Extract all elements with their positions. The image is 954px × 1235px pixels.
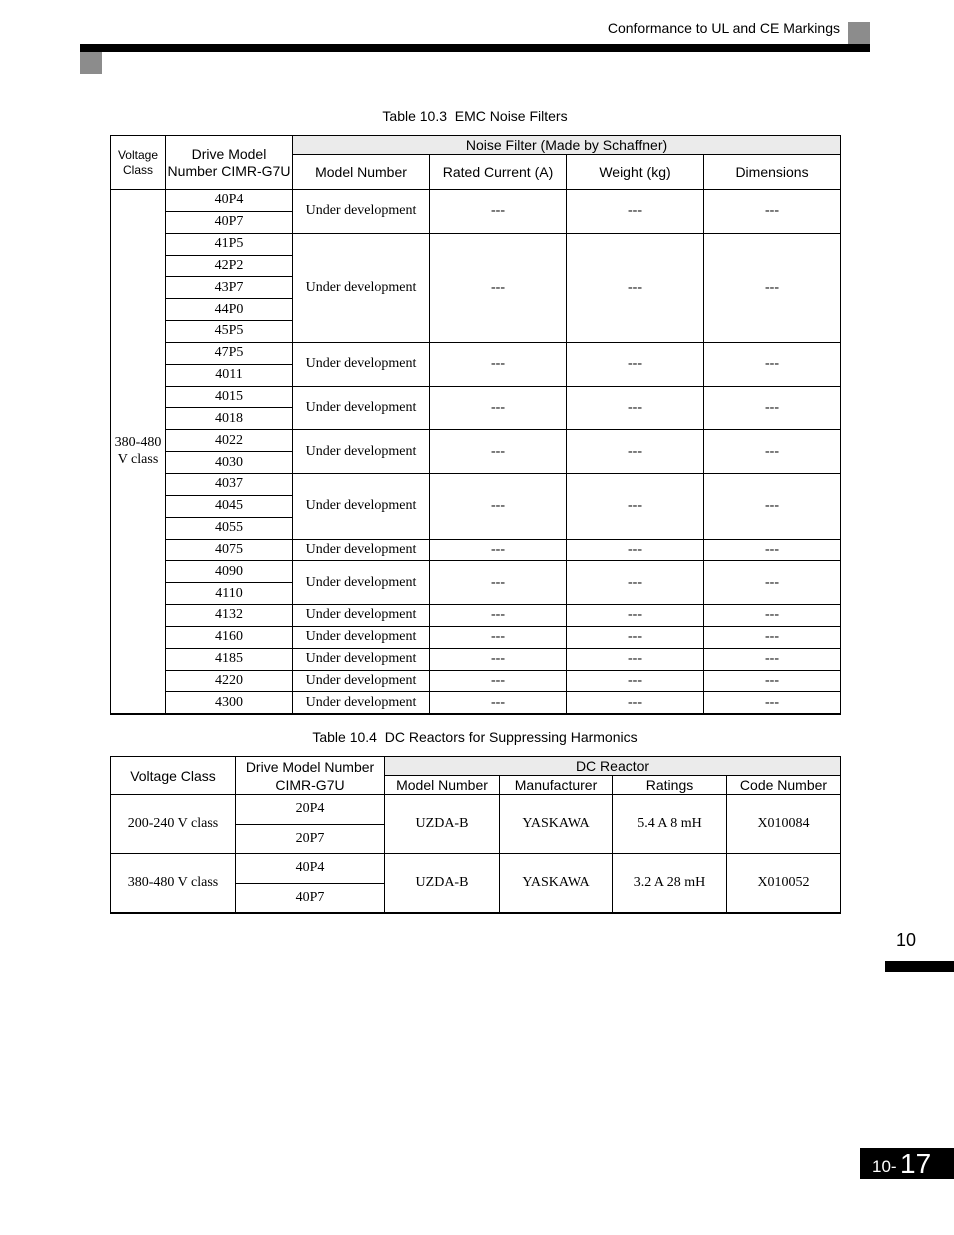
page-number: 17 (900, 1148, 932, 1179)
header-code-number: Code Number (727, 776, 841, 795)
header-drive-model: Drive Model Number CIMR-G7U (236, 757, 385, 795)
cell-drive-model: 4132 (166, 605, 293, 627)
cell-drive-model: 4220 (166, 670, 293, 692)
cell-rated-current: --- (430, 626, 567, 648)
cell-weight: --- (567, 648, 704, 670)
table-row (111, 670, 841, 692)
cell-drive-model: 4185 (166, 648, 293, 670)
table-row (111, 430, 841, 452)
table-row (111, 233, 841, 255)
cell-model-number: UZDA-B (385, 854, 500, 913)
cell-rated-current: --- (430, 605, 567, 627)
header-model-number: Model Number (385, 776, 500, 795)
cell-weight: --- (567, 692, 704, 714)
cell-model-number: Under development (293, 692, 430, 714)
table-row (111, 190, 841, 212)
cell-dimensions: --- (704, 539, 841, 561)
cell-drive-model: 40P7 (236, 883, 385, 913)
cell-rated-current: --- (430, 430, 567, 474)
cell-code-number: X010084 (727, 795, 841, 854)
cell-drive-model: 20P7 (236, 824, 385, 854)
table-row (111, 473, 841, 495)
table-caption: Table 10.4 DC Reactors for Suppressing Harmonics (312, 729, 638, 745)
table-row (111, 386, 841, 408)
cell-drive-model: 4022 (166, 430, 293, 452)
cell-rated-current: --- (430, 473, 567, 539)
cell-manufacturer: YASKAWA (500, 795, 613, 854)
cell-dimensions: --- (704, 605, 841, 627)
cell-model-number: Under development (293, 342, 430, 386)
cell-voltage-class: 200-240 V class (111, 795, 236, 854)
cell-drive-model: 40P7 (166, 211, 293, 233)
header-rule (80, 44, 870, 52)
cell-model-number: Under development (293, 605, 430, 627)
table-caption: Table 10.3 EMC Noise Filters (382, 108, 568, 124)
cell-dimensions: --- (704, 233, 841, 342)
cell-model-number: Under development (293, 670, 430, 692)
cell-drive-model: 40P4 (236, 854, 385, 884)
cell-ratings: 5.4 A 8 mH (613, 795, 727, 854)
header-voltage-class: Voltage Class (111, 757, 236, 795)
table-row (111, 626, 841, 648)
cell-drive-model: 45P5 (166, 321, 293, 343)
cell-drive-model: 4018 (166, 408, 293, 430)
header-manufacturer: Manufacturer (500, 776, 613, 795)
table-row (111, 539, 841, 561)
header-marker-right (848, 22, 870, 44)
cell-code-number: X010052 (727, 854, 841, 913)
emc-noise-filter-table (110, 135, 841, 715)
table-row (111, 648, 841, 670)
cell-rated-current: --- (430, 648, 567, 670)
header-marker-left (80, 52, 102, 74)
cell-model-number: Under development (293, 190, 430, 234)
header-drive-model: Drive Model Number CIMR-G7U (166, 136, 293, 190)
dc-reactor-table (110, 756, 841, 914)
cell-drive-model: 41P5 (166, 233, 293, 255)
cell-drive-model: 4110 (166, 583, 293, 605)
table-row (111, 854, 841, 884)
cell-rated-current: --- (430, 190, 567, 234)
cell-drive-model: 4011 (166, 364, 293, 386)
section-title: Conformance to UL and CE Markings (607, 20, 840, 36)
cell-dimensions: --- (704, 342, 841, 386)
cell-dimensions: --- (704, 648, 841, 670)
table-row (111, 692, 841, 714)
cell-model-number: Under development (293, 561, 430, 605)
cell-drive-model: 4075 (166, 539, 293, 561)
cell-model-number: UZDA-B (385, 795, 500, 854)
cell-weight: --- (567, 626, 704, 648)
header-rated-current: Rated Current (A) (430, 155, 567, 190)
chapter-tab-bar (885, 961, 954, 972)
cell-drive-model: 44P0 (166, 299, 293, 321)
cell-rated-current: --- (430, 692, 567, 714)
cell-drive-model: 4160 (166, 626, 293, 648)
cell-weight: --- (567, 190, 704, 234)
cell-dimensions: --- (704, 670, 841, 692)
cell-rated-current: --- (430, 386, 567, 430)
table-row (111, 795, 841, 825)
header-voltage-class: Voltage Class (111, 136, 166, 190)
cell-dimensions: --- (704, 190, 841, 234)
cell-dimensions: --- (704, 386, 841, 430)
cell-model-number: Under development (293, 626, 430, 648)
header-noise-filter: Noise Filter (Made by Schaffner) (293, 136, 841, 155)
cell-model-number: Under development (293, 539, 430, 561)
cell-weight: --- (567, 670, 704, 692)
header-weight: Weight (kg) (567, 155, 704, 190)
cell-drive-model: 47P5 (166, 342, 293, 364)
cell-rated-current: --- (430, 561, 567, 605)
chapter-number: 10 (896, 930, 917, 950)
table-row (111, 342, 841, 364)
cell-dimensions: --- (704, 692, 841, 714)
cell-model-number: Under development (293, 648, 430, 670)
cell-drive-model: 42P2 (166, 255, 293, 277)
cell-weight: --- (567, 386, 704, 430)
cell-drive-model: 4015 (166, 386, 293, 408)
header-dimensions: Dimensions (704, 155, 841, 190)
cell-drive-model: 43P7 (166, 277, 293, 299)
cell-drive-model: 40P4 (166, 190, 293, 212)
cell-weight: --- (567, 539, 704, 561)
cell-drive-model: 4045 (166, 495, 293, 517)
page-number-box (860, 1148, 954, 1179)
cell-drive-model: 4037 (166, 473, 293, 495)
cell-weight: --- (567, 233, 704, 342)
cell-drive-model: 4300 (166, 692, 293, 714)
cell-weight: --- (567, 561, 704, 605)
cell-weight: --- (567, 430, 704, 474)
cell-model-number: Under development (293, 233, 430, 342)
cell-model-number: Under development (293, 430, 430, 474)
cell-rated-current: --- (430, 233, 567, 342)
cell-manufacturer: YASKAWA (500, 854, 613, 913)
cell-dimensions: --- (704, 473, 841, 539)
cell-drive-model: 4055 (166, 517, 293, 539)
cell-rated-current: --- (430, 670, 567, 692)
cell-dimensions: --- (704, 561, 841, 605)
page-number-prefix: 10- (872, 1157, 897, 1176)
cell-ratings: 3.2 A 28 mH (613, 854, 727, 913)
cell-drive-model: 4090 (166, 561, 293, 583)
header-ratings: Ratings (613, 776, 727, 795)
cell-voltage-class: 380-480 V class (111, 190, 166, 714)
cell-dimensions: --- (704, 626, 841, 648)
header-dc-reactor: DC Reactor (385, 757, 841, 776)
cell-weight: --- (567, 342, 704, 386)
cell-weight: --- (567, 473, 704, 539)
cell-dimensions: --- (704, 430, 841, 474)
cell-voltage-class: 380-480 V class (111, 854, 236, 913)
header-model-number: Model Number (293, 155, 430, 190)
cell-weight: --- (567, 605, 704, 627)
table-row (111, 605, 841, 627)
cell-model-number: Under development (293, 473, 430, 539)
cell-model-number: Under development (293, 386, 430, 430)
cell-rated-current: --- (430, 342, 567, 386)
cell-drive-model: 4030 (166, 452, 293, 474)
cell-rated-current: --- (430, 539, 567, 561)
table-row (111, 561, 841, 583)
cell-drive-model: 20P4 (236, 795, 385, 825)
